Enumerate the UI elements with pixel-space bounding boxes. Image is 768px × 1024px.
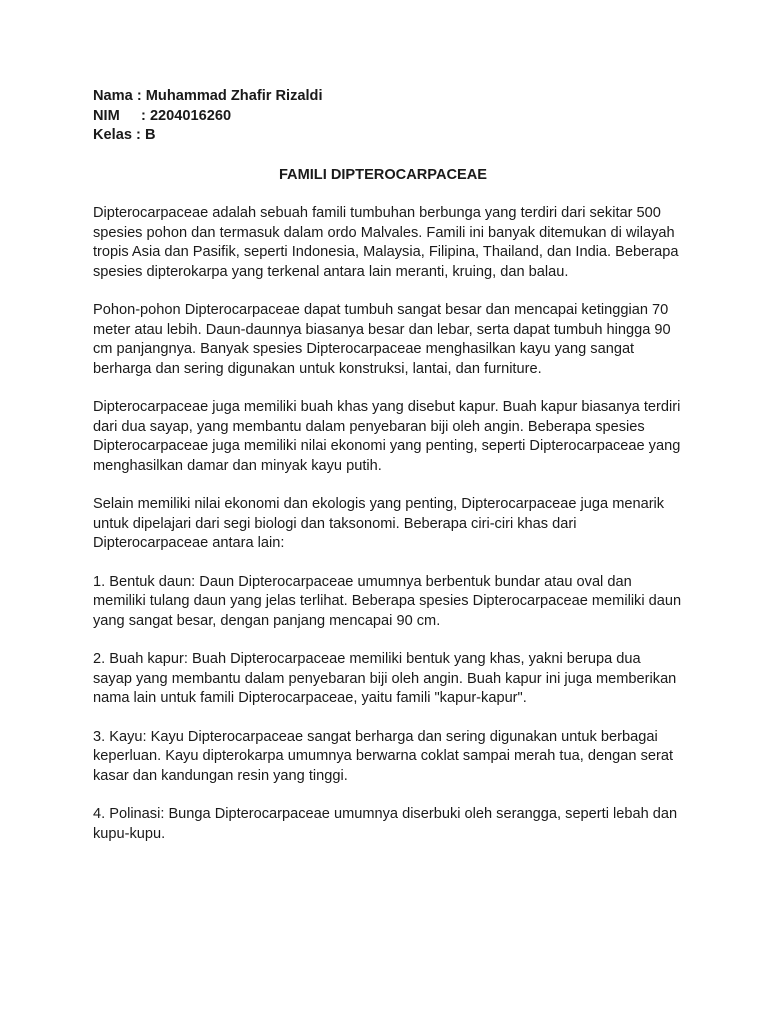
paragraph-tree-size: Pohon-pohon Dipterocarpaceae dapat tumbuh sangat besar dan mencapai ketinggian 70 meter atau lebih. Daun-daunnya biasanya besar dan lebar, serta dapat tumbuh hingga 90 cm panjangnya. Banyak spesies Dipterocarpaceae menghasilkan kayu yang sangat berharga dan sering digunakan untuk konstruksi, lantai, dan furniture. [93,302,671,377]
list-item-pollination: 4. Polinasi: Bunga Dipterocarpaceae umumnya diserbuki oleh serangga, seperti lebah dan kupu-kupu. [93,806,678,842]
nim-separator: : [141,107,146,124]
document-title: FAMILI DIPTEROCARPACEAE [278,166,488,183]
class-separator: : [136,127,141,143]
name-value: Muhammad Zhafir Rizaldi [145,88,323,104]
document-page [93,87,683,863]
name-line [93,87,683,107]
name-separator: : [136,88,142,104]
list-item-leaf-shape: 1. Bentuk daun: Daun Dipterocarpaceae umumnya berbentuk bundar atau oval dan memiliki tulang daun yang jelas terlihat. Beberapa spesies Dipterocarpaceae memiliki daun yang sangat besar, dengan panjang mencapai 90 cm. [93,573,682,629]
nim-line [93,107,683,127]
nim-label: NIM [93,107,120,124]
list-item-wood: 3. Kayu: Kayu Dipterocarpaceae sangat berharga dan sering digunakan untuk berbagai keperluan. Kayu dipterokarpa umumnya berwarna coklat sampai merah tua, dengan serat kasar dan kandungan resin yang tinggi. [93,728,674,784]
nim-value: 2204016260 [149,107,232,124]
paragraph-characteristics-intro: Selain memiliki nilai ekonomi dan ekologis yang penting, Dipterocarpaceae juga menarik untuk dipelajari dari segi biologi dan taksonomi. Beberapa ciri-ciri khas dari Dipterocarpaceae antara lain: [93,496,665,551]
paragraph-fruit: Dipterocarpaceae juga memiliki buah khas yang disebut kapur. Buah kapur biasanya terdiri dari dua sayap, yang membantu dalam penyebaran biji oleh angin. Beberapa spesies Dipterocarpaceae juga memiliki nilai ekonomi yang penting, seperti Dipterocarpaceae yang menghasilkan damar dan minyak kayu putih. [93,399,681,474]
list-item-fruit: 2. Buah kapur: Buah Dipterocarpaceae memiliki bentuk yang khas, yakni berupa dua sayap yang membantu dalam penyebaran biji oleh angin. Buah kapur ini juga memberikan nama lain untuk famili Dipterocarpaceae, yaitu famili "kapur-kapur". [93,651,677,706]
paragraph-intro: Dipterocarpaceae adalah sebuah famili tumbuhan berbunga yang terdiri dari sekitar 500 spesies pohon dan termasuk dalam ordo Malvales. Famili ini banyak ditemukan di wilayah tropis Asia dan Pasifik, seperti Indonesia, Malaysia, Filipina, Thailand, dan India. Beberapa spesies dipterokarpa yang terkenal antara lain meranti, kruing, dan balau. [93,205,679,280]
class-value: B [144,127,156,143]
class-label: Kelas [93,127,132,143]
name-label: Nama [93,88,133,104]
class-line [93,126,683,146]
